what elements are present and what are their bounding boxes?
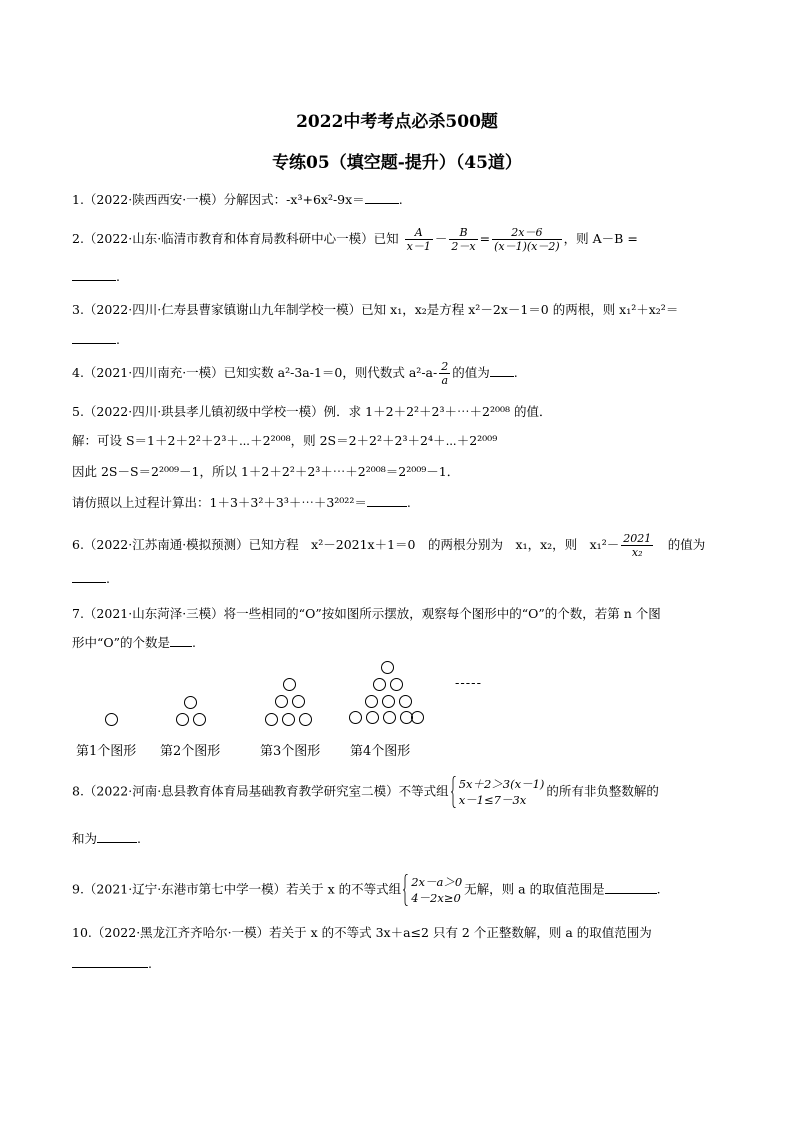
question-8-answer-line [72,830,732,848]
circle-icon [105,713,118,726]
brace-icon [451,776,457,808]
circle-icon [275,695,288,708]
question-10-text: 10.（2022·黑龙江齐齐哈尔·一模）若关于 x 的不等式 3x＋a≤2 只有 2 个正整数解，则 a 的取值范围为 [72,925,652,940]
period: . [106,571,110,586]
inequality-system [451,776,545,808]
answer-blank [367,494,407,507]
question-2-prefix: 2.（2022·山东·临清市教育和体育局教科研中心一模）已知 [72,231,399,246]
circle-icon [383,711,396,724]
numerator: 2021 [623,532,652,545]
inequality-row: 2x－a＞0 [411,875,463,889]
question-5-line-1 [72,403,732,421]
question-6-suffix: 的值为 [655,537,706,552]
circle-icon [292,695,305,708]
period: . [398,192,403,207]
figure-label: 第4个图形 [350,744,411,759]
question-8-text: 和为 [72,831,98,846]
circle-icon [373,678,386,691]
answer-blank [72,331,116,344]
question-6 [72,532,732,559]
circle-icon [176,713,189,726]
question-9-suffix: 无解，则 a 的取值范围是 [464,881,605,897]
question-7-text: 7.（2021·山东菏泽·三模）将一些相同的“O”按如图所示摆放，观察每个图形中的“O”的个数，若第 n 个图 [72,606,661,621]
circle-icon [282,713,295,726]
question-2-suffix: ，则 A－B = [563,231,638,246]
denominator: x－1 [406,240,431,253]
circle-icon [193,713,206,726]
question-8 [72,776,732,808]
circle-icon [411,711,424,724]
figure-label: 第1个图形 [76,744,137,759]
question-9 [72,874,732,906]
period: . [137,831,141,846]
answer-blank [72,955,148,968]
period: . [116,269,120,284]
question-3-text: 3.（2022·四川·仁寿县曹家镇谢山九年制学校一模）已知 x₁，x₂是方程 x²－2x－1＝0 的两根，则 x₁²＋x₂²＝ [72,302,679,317]
answer-blank [72,268,116,281]
continuation-dashes: ----- [455,676,482,691]
question-3 [72,301,732,319]
solution-text: 因此 2S－S＝2²⁰⁰⁹－1，所以 1＋2＋2²＋2³＋⋯＋2²⁰⁰⁸＝2²⁰⁰⁹－1． [72,464,460,479]
period: . [192,635,197,650]
question-4-suffix: 的值为 [452,365,490,380]
circle-icon [381,661,394,674]
question-1 [72,191,732,209]
question-4-prefix: 4.（2021·四川南充·一模）已知实数 a²-3a-1＝0，则代数式 a²-a- [72,365,438,380]
numerator: 2x－6 [492,226,562,240]
question-5-text: 5.（2022·四川·珙县孝儿镇初级中学校一模）例．求 1＋2＋2²＋2³＋⋯＋2²⁰⁰⁸ 的值． [72,404,552,419]
question-5-line-3 [72,463,732,481]
question-1-text: 1.（2022·陕西西安·一模）分解因式：-x³+6x²-9x＝ [72,192,365,207]
question-10 [72,924,732,942]
circle-icon [265,713,278,726]
question-7-line-2 [72,634,732,652]
denominator: (x－1)(x－2) [494,240,560,253]
brace-icon [403,874,409,906]
solution-text: 解：可设 S＝1＋2＋2²＋2³＋⋯＋2²⁰⁰⁸，则 2S＝2＋2²＋2³＋2⁴＋⋯＋2²⁰⁰⁹ [72,433,498,448]
inequality-system [403,874,462,906]
circle-icon [283,678,296,691]
circle-icon [365,695,378,708]
question-5-prompt: 请仿照以上过程计算出：1＋3＋3²＋3³＋⋯＋3²⁰²²＝ [72,495,367,510]
page-title: 2022中考考点必杀500题 [296,112,498,132]
circle-icon [349,711,362,724]
question-8-suffix: 的所有非负整数解的 [546,783,659,799]
fraction [621,532,653,559]
numerator: A [405,226,433,240]
circle-icon [399,695,412,708]
question-5-line-2 [72,432,732,450]
fraction [439,360,450,387]
answer-blank [490,364,514,377]
numerator: 2 [441,360,449,373]
period: . [406,495,411,510]
inequality-row: 4－2x≥0 [411,891,461,905]
question-2-answer-line [72,268,732,286]
question-4 [72,360,732,387]
question-5-line-4 [72,494,732,512]
answer-blank [97,830,137,843]
question-6-prefix: 6.（2022·江苏南通·模拟预测）已知方程 x²－2021x＋1＝0 的两根分别为 x₁，x₂，则 x₁²－ [72,537,620,552]
fraction [405,226,433,253]
question-2: 2.（2022·山东·临清市教育和体育局教科研中心一模）已知 $\frac{A}{x-1}$ － $\frac{B}{2-x}$ = $\frac{2x-6}{(x-1)(x-2)}$ ，则 A－B = [72,226,638,253]
figure-label: 第3个图形 [260,744,321,759]
answer-blank [605,881,657,894]
circle-icon [299,713,312,726]
figure-label: 第2个图形 [160,744,221,759]
question-8-prefix: 8.（2022·河南·息县教育体育局基础教育教学研究室二模）不等式组 [72,783,449,799]
period: . [513,365,518,380]
period: . [116,332,120,347]
question-7-line-1 [72,605,732,623]
answer-blank [365,191,399,204]
fraction [492,226,562,253]
inequality-row: x－1≤7－3x [458,793,527,807]
denominator: 2－x [451,240,476,253]
answer-blank [72,570,106,583]
question-10-answer-line [72,955,732,973]
period: . [148,956,152,971]
circle-icon [366,711,379,724]
fraction [449,226,477,253]
answer-blank [170,634,192,647]
numerator: B [449,226,477,240]
circle-icon [184,696,197,709]
circle-icon [390,678,403,691]
page-subtitle: 专练05（填空题-提升）（45道） [272,153,522,173]
question-3-answer-line [72,331,732,349]
denominator: x₂ [631,546,643,559]
circle-icon [382,695,395,708]
question-9-prefix: 9.（2021·辽宁·东港市第七中学一模）若关于 x 的不等式组 [72,881,402,897]
period: . [656,881,661,897]
question-7-text: 形中“O”的个数是 [72,635,171,650]
question-6-answer-line [72,570,732,588]
inequality-row: 5x＋2＞3(x－1) [458,777,545,791]
denominator: a [441,374,448,387]
